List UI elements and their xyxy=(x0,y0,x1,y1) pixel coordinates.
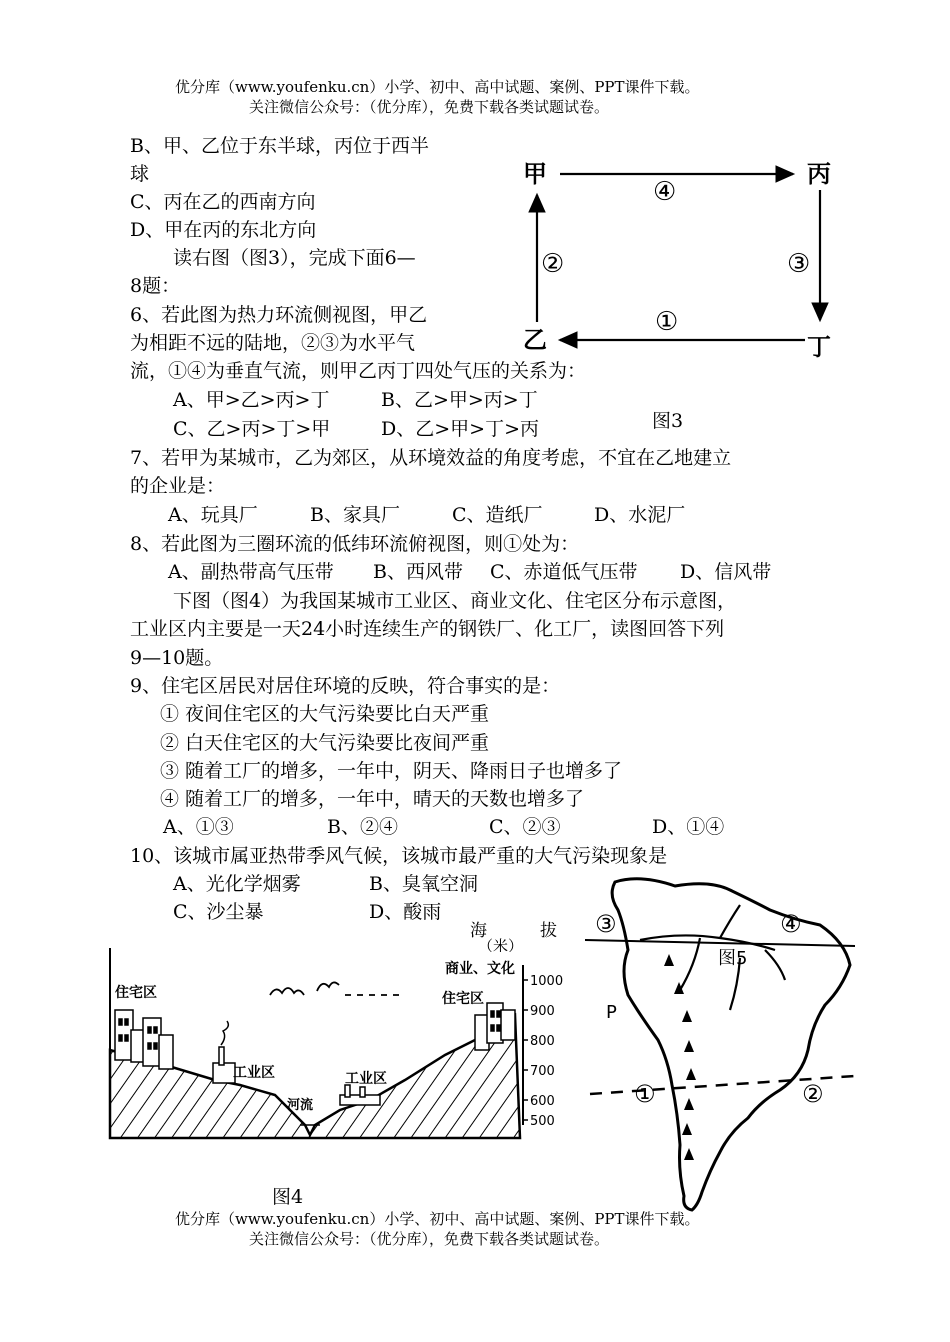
q9-statement-1: ① 夜间住宅区的大气污染要比白天严重 xyxy=(160,703,490,725)
label-residential-right: 住宅区 xyxy=(442,991,484,1007)
q6-option-a: A、甲>乙>丙>丁 xyxy=(173,389,330,411)
q5-option-d: D、甲在丙的东北方向 xyxy=(130,219,317,241)
intro-fig4-line2: 工业区内主要是一天24小时连续生产的钢铁厂、化工厂，读图回答下列 xyxy=(130,618,725,640)
q6-option-b: B、乙>甲>丙>丁 xyxy=(381,389,538,411)
marker-2: ② xyxy=(802,1080,824,1108)
right-industrial-buildings xyxy=(340,1085,380,1105)
tick-600: 600 xyxy=(530,1094,555,1109)
q5-option-c: C、丙在乙的西南方向 xyxy=(130,191,316,213)
q5-option-b-line1: B、甲、乙位于东半球，丙位于西半 xyxy=(130,135,429,157)
figure-4-caption: 图4 xyxy=(272,1186,304,1208)
intro-fig4-line1: 下图（图4）为我国某城市工业区、商业文化、住宅区分布示意图， xyxy=(173,590,737,612)
q9-option-b: B、②④ xyxy=(327,816,398,838)
q9-statement-4: ④ 随着工厂的增多，一年中，晴天的天数也增多了 xyxy=(160,788,585,810)
figure-3-diagram xyxy=(515,150,855,360)
q6-line2: 为相距不远的陆地，②③为水平气 xyxy=(130,332,416,354)
marker-2: ② xyxy=(541,249,565,279)
continent-outline xyxy=(612,879,850,1210)
intro-fig3-line2: 8题： xyxy=(130,275,181,297)
marker-3: ③ xyxy=(595,910,617,938)
q7-option-c: C、造纸厂 xyxy=(452,504,543,526)
footer-line-2: 关注微信公众号：（优分库），免费下载各类试题试卷。 xyxy=(249,1230,610,1248)
tick-800: 800 xyxy=(530,1034,555,1049)
q10-option-b: B、臭氧空洞 xyxy=(369,873,478,895)
q6-option-d: D、乙>甲>丁>丙 xyxy=(381,418,539,440)
left-industrial-buildings xyxy=(213,1021,235,1083)
q8-option-d: D、信风带 xyxy=(680,561,772,583)
q7-option-d: D、水泥厂 xyxy=(594,504,686,526)
q7-option-b: B、家具厂 xyxy=(310,504,400,526)
corner-yi: 乙 xyxy=(523,326,547,354)
q9-statement-3: ③ 随着工厂的增多，一年中，阴天、降雨日子也增多了 xyxy=(160,760,623,782)
corner-ding: 丁 xyxy=(807,333,831,360)
q7-option-a: A、玩具厂 xyxy=(168,504,258,526)
figure-5-caption: 图5 xyxy=(718,948,748,969)
marker-4: ④ xyxy=(653,177,677,207)
label-industrial-right: 工业区 xyxy=(345,1071,387,1087)
label-industrial-left: 工业区 xyxy=(233,1065,275,1081)
q8-option-b: B、西风带 xyxy=(373,561,463,583)
marker-3: ③ xyxy=(787,249,811,279)
terrain-profile xyxy=(110,1015,520,1138)
intro-fig4-line3: 9—10题。 xyxy=(130,647,224,669)
q10-line1: 10、该城市属亚热带季风气候，该城市最严重的大气污染现象是 xyxy=(130,845,668,867)
label-residential-left: 住宅区 xyxy=(115,985,157,1001)
marker-1: ① xyxy=(634,1080,656,1108)
q9-option-c: C、②③ xyxy=(489,816,561,838)
q8-option-a: A、副热带高气压带 xyxy=(168,561,334,583)
tick-1000: 1000 xyxy=(530,974,564,989)
marker-4: ④ xyxy=(780,910,802,938)
header-line-1: 优分库（www.youfenku.cn）小学、初中、高中试题、案例、PPT课件下载。 xyxy=(175,78,700,96)
figure-4-axis-unit: （米） xyxy=(478,938,524,952)
corner-jia: 甲 xyxy=(523,160,547,188)
q9-option-d: D、①④ xyxy=(652,816,725,838)
q10-option-c: C、沙尘暴 xyxy=(173,901,264,923)
header-line-2: 关注微信公众号：（优分库），免费下载各类试题试卷。 xyxy=(249,98,610,116)
q10-option-a: A、光化学烟雾 xyxy=(173,873,301,895)
rivers xyxy=(640,905,785,1010)
q9-statement-2: ② 白天住宅区的大气污染要比夜间严重 xyxy=(160,732,490,754)
tick-700: 700 xyxy=(530,1064,555,1079)
q6-line3: 流，①④为垂直气流，则甲乙丙丁四处气压的关系为： xyxy=(130,360,587,382)
q10-option-d: D、酸雨 xyxy=(369,901,442,923)
smoke-clouds xyxy=(270,982,399,995)
q7-line2: 的企业是： xyxy=(130,475,226,497)
tick-900: 900 xyxy=(530,1004,555,1019)
q7-line1: 7、若甲为某城市，乙为郊区，从环境效益的角度考虑，不宜在乙地建立 xyxy=(130,447,732,469)
q6-option-c: C、乙>丙>丁>甲 xyxy=(173,418,331,440)
q9-option-a: A、①③ xyxy=(163,816,234,838)
left-residential-buildings xyxy=(115,1010,173,1069)
figure-4-axis-title-a: 海 xyxy=(470,921,487,941)
figure-5-map xyxy=(580,870,860,1215)
marker-1: ① xyxy=(655,307,679,337)
point-p: P xyxy=(606,1002,617,1023)
q5-option-b-line2: 球 xyxy=(130,163,150,185)
figure-3-caption: 图3 xyxy=(652,410,684,432)
q8-option-c: C、赤道低气压带 xyxy=(490,561,638,583)
footer-line-1: 优分库（www.youfenku.cn）小学、初中、高中试题、案例、PPT课件下载。 xyxy=(175,1210,700,1228)
tick-500: 500 xyxy=(530,1114,555,1129)
q8-line1: 8、若此图为三圈环流的低纬环流俯视图，则①处为： xyxy=(130,533,580,555)
q6-line1: 6、若此图为热力环流侧视图，甲乙 xyxy=(130,304,428,326)
figure-4-axis-title-b: 拔 xyxy=(540,921,557,941)
intro-fig3-line1: 读右图（图3），完成下面6— xyxy=(173,247,416,269)
corner-bing: 丙 xyxy=(807,160,831,188)
q9-line1: 9、住宅区居民对居住环境的反映，符合事实的是： xyxy=(130,675,561,697)
label-commerce: 商业、文化 xyxy=(445,961,515,977)
label-river: 河流 xyxy=(287,1098,314,1113)
